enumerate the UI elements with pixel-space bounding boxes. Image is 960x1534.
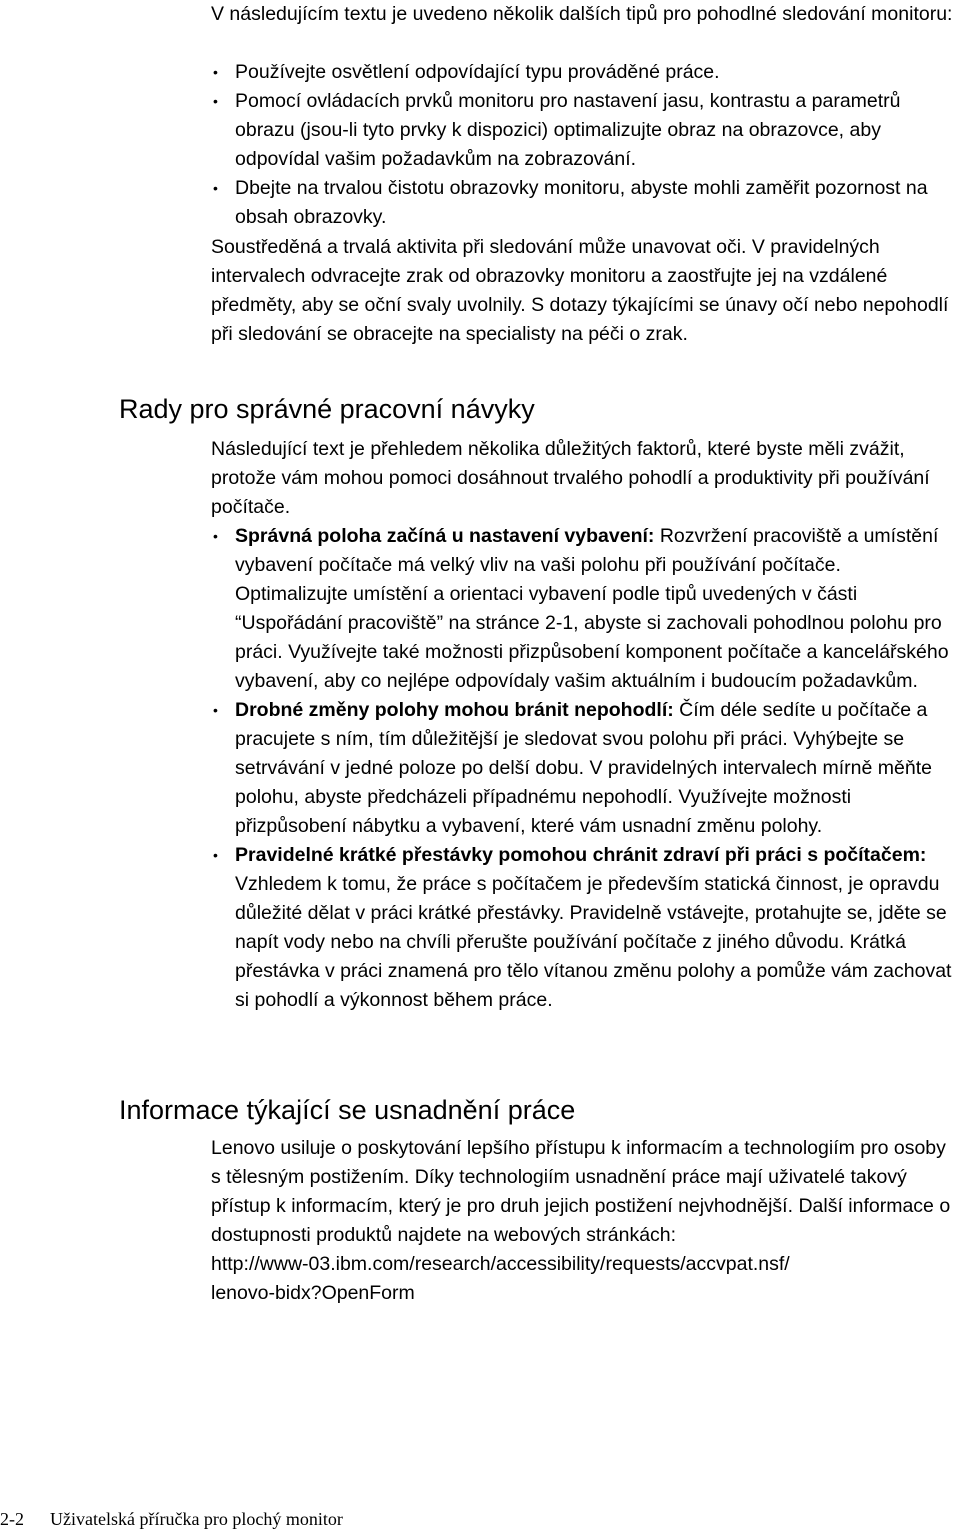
bullet-icon: • xyxy=(213,93,218,109)
list-item-text: Čím déle sedíte u počítače a pracujete s ním, tím důležitější je sledovat svou polohu při práci. Vyhýbejte se setrvávání v jedné poloze po delší dobu. V pravidelných intervalech mírně měňte polohu, abyste předcházeli případnému nepohodlí. Využívejte možnosti přizpůsobení nábytku a vybavení, které vám usnadní změnu polohy. xyxy=(235,699,932,837)
url-line: lenovo-bidx?OpenForm xyxy=(211,1282,415,1304)
section-intro-paragraph: Následující text je přehledem několika důležitých faktorů, které byste měli zvážit, protože vám mohou pomoci dosáhnout trvalého pohodlí a produktivity při používání počítače. xyxy=(211,438,930,518)
list-item xyxy=(211,174,959,232)
work-habits-list xyxy=(211,522,959,1015)
list-item-lead: Drobné změny polohy mohou bránit nepohodlí: xyxy=(235,699,674,721)
list-item-text: Pomocí ovládacích prvků monitoru pro nastavení jasu, kontrastu a parametrů obrazu (jsou-li tyto prvky k dispozici) optimalizujte obraz na obrazovce, aby odpovídal vašim požadavkům na zobrazování. xyxy=(235,90,901,170)
section-heading: Informace týkající se usnadnění práce xyxy=(119,1095,576,1125)
list-item-text: Používejte osvětlení odpovídající typu prováděné práce. xyxy=(235,61,720,83)
monitor-tips-list xyxy=(211,58,959,232)
url-line: http://www-03.ibm.com/research/accessibility/requests/accvpat.nsf/ xyxy=(211,1253,790,1275)
page-number: 2-2 xyxy=(0,1509,24,1529)
list-item xyxy=(211,841,959,1015)
bullet-icon: • xyxy=(213,847,218,863)
list-item xyxy=(211,87,959,174)
bullet-icon: • xyxy=(213,180,218,196)
section-heading: Rady pro správné pracovní návyky xyxy=(119,394,535,424)
list-item xyxy=(211,522,959,696)
list-item-text: Vzhledem k tomu, že práce s počítačem je především statická činnost, je opravdu důležité dělat v práci krátké přestávky. Pravidelně vstávejte, protahujte se, jděte se napít vody nebo na chvíli přerušte používání počítače z jiného důvodu. Krátká přestávka v práci znamená pro tělo vítanou změnu polohy a pomůže vám zachovat si pohodlí a výkonnost během práce. xyxy=(235,873,952,1011)
intro-paragraph: V následujícím textu je uvedeno několik dalších tipů pro pohodlné sledování monitoru: xyxy=(211,3,953,25)
page-footer xyxy=(0,1507,343,1531)
list-item xyxy=(211,58,959,87)
bullet-icon: • xyxy=(213,702,218,718)
list-item xyxy=(211,696,959,841)
bullet-icon: • xyxy=(213,64,218,80)
footer-title: Uživatelská příručka pro plochý monitor xyxy=(50,1509,343,1529)
accessibility-text: Lenovo usiluje o poskytování lepšího přístupu k informacím a technologiím pro osoby s tělesným postižením. Díky technologiím usnadnění práce mají uživatelé takový přístup k informacím, který je pro druh jejich postižení nejvhodnější. Další informace o dostupnosti produktů najdete na webových stránkách: xyxy=(211,1137,951,1246)
accessibility-url[interactable] xyxy=(211,1250,959,1308)
list-item-lead: Pravidelné krátké přestávky pomohou chránit zdraví při práci s počítačem: xyxy=(235,844,927,866)
list-item-lead: Správná poloha začíná u nastavení vybavení: xyxy=(235,525,655,547)
eye-strain-paragraph: Soustředěná a trvalá aktivita při sledování může unavovat oči. V pravidelných intervalech odvracejte zrak od obrazovky monitoru a zaostřujte jej na vzdálené předměty, aby se oční svaly uvolnily. S dotazy týkajícími se únavy očí nebo nepohodlí při sledování se obracejte na specialisty na péči o zrak. xyxy=(211,236,949,345)
accessibility-paragraph xyxy=(211,1134,959,1308)
list-item-text: Dbejte na trvalou čistotu obrazovky monitoru, abyste mohli zaměřit pozornost na obsah obrazovky. xyxy=(235,177,928,228)
bullet-icon: • xyxy=(213,528,218,544)
list-item-text: Rozvržení pracoviště a umístění vybavení počítače má velký vliv na vaši polohu při používání počítače. Optimalizujte umístění a orientaci vybavení podle tipů uvedených v části “Uspořádání pracoviště” na stránce 2-1, abyste si zachovali pohodlnou polohu pro práci. Využívejte také možnosti přizpůsobení komponent počítače a kancelářského vybavení, aby co nejlépe odpovídaly vašim aktuálním i budoucím požadavkům. xyxy=(235,525,949,692)
